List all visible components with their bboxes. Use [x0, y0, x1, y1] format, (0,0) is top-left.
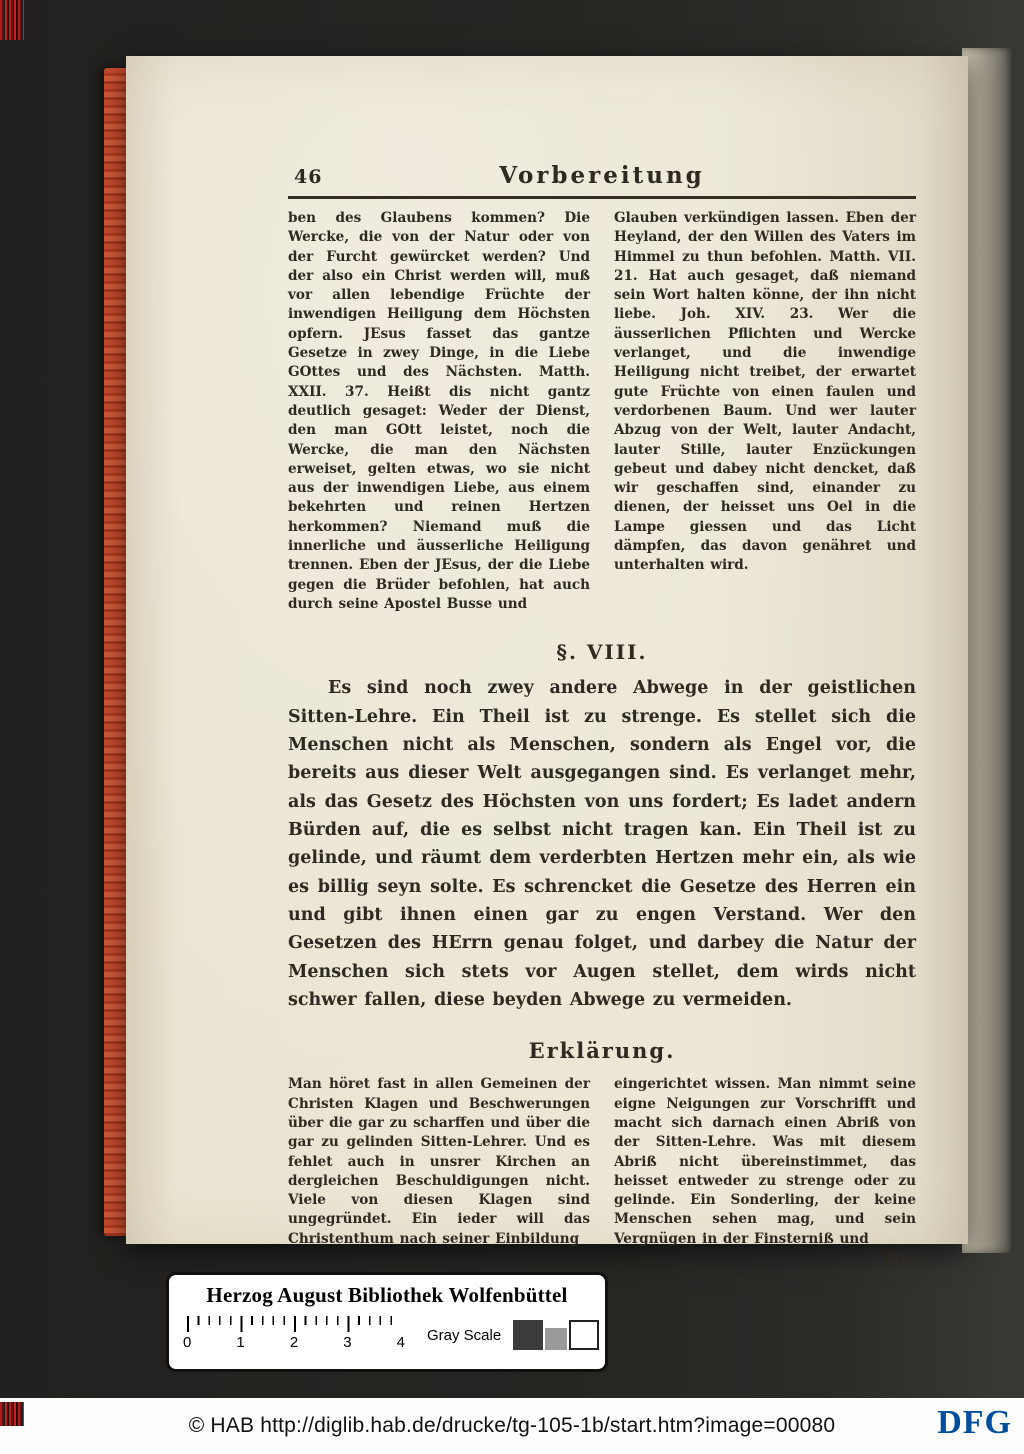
- top-right-column: Glauben verkündigen lassen. Eben der Heyland, der den Willen des Vaters im Himmel zu thun befohlen. Matth. VII. 21. Hat auch gesaget, daß niemand sein Wort halten könne, der ihn nicht liebe. Joh. XIV. 23. Wer die äusserlichen Pflichten und Wercke verlanget, und die inwendige Heiligung nicht treibet, der erwartet gute Früchte von einen faulen und verdorbenen Baum. Und wer lauter Abzug von der Welt, lauter Andacht, lauter Stille, lauter Enzückungen gebeut und dabey nicht dencket, daß wir geschaffen sind, einander zu dienen, der heisset uns Oel in die Lampe giessen und das Licht dämpfen, das davon genähret und unterhalten wird.: [614, 210, 916, 574]
- ruler-numbers: [183, 1334, 405, 1351]
- ruler-number: 1: [236, 1334, 245, 1351]
- top-left-column: ben des Glaubens kommen? Die Wercke, die von der Natur oder von der Furcht gewürcket werden? Und der also ein Christ werden will, muß vor allen lebendige Früchte der inwendigen Heiligung dem Höchsten opfern. JEsus fasset das gantze Gesetze in zwey Dinge, in die Liebe GOttes und des Nächsten. Matth. XXII. 37. Heißt dis nicht gantz deutlich gesaget: Weder der Dienst, den man GOtt leistet, noch die Wercke, die man den Nächsten erweiset, gelten etwas, wo sie nicht aus der inwendigen Liebe, aus einem bekehrten und reinen Hertzen herkommen? Niemand muß die innerliche und äusserliche Heiligung trennen. Eben der JEsus, der die Liebe gegen die Brüder befohlen, hat auch durch seine Apostel Busse und: [288, 210, 590, 612]
- footer-bar: [0, 1398, 1024, 1454]
- registration-mark-bottom: [0, 1402, 24, 1426]
- registration-mark-top: [0, 0, 24, 40]
- top-columns: [288, 209, 916, 614]
- library-name: Herzog August Bibliothek Wolfenbüttel: [206, 1283, 568, 1307]
- bottom-left-column: Man höret fast in allen Gemeinen der Christen Klagen und Beschwerungen über die gar zu scharffen und über die gar zu gelinden Sitten-Lehrer. Und es fehlet auch in unsrer Kirchen an dergleichen Beschuldigungen nicht. Viele von diesen Klagen sind ungegründet. Ein ieder will das Christenthum nach seiner Einbildung: [288, 1076, 590, 1247]
- bottom-right-column-wrap: [614, 1075, 916, 1270]
- header-rule: [288, 196, 916, 199]
- ruler-number: 2: [289, 1334, 299, 1351]
- page-stack-edge: [962, 48, 1014, 1253]
- ruler-number: 3: [343, 1334, 352, 1351]
- text-block: [288, 162, 916, 1270]
- ruler-number: 4: [396, 1334, 405, 1351]
- section-heading: §. VIII.: [556, 640, 648, 665]
- calibration-card: [166, 1272, 608, 1372]
- bottom-right-column: eingerichtet wissen. Man nimmt seine eigne Neigungen zur Vorschrifft und macht sich darnach einen Abriß von der Sitten-Lehre. Was mit diesem Abriß nicht übereinstimmet, das heisset entweder zu strenge oder zu gelinde. Ein Sonderling, der keine Menschen sehen mag, und sein Vergnügen in der Finsterniß und: [614, 1076, 916, 1247]
- gray-scale: [427, 1320, 599, 1350]
- catchword: Ein-: [884, 1252, 916, 1269]
- ruler-ticks: [187, 1316, 401, 1332]
- source-url: © HAB http://diglib.hab.de/drucke/tg-105-1b/start.htm?image=00080: [188, 1414, 836, 1437]
- page-header: [288, 162, 916, 192]
- dfg-logo: DFG: [937, 1404, 1012, 1441]
- calibration-row: [183, 1316, 591, 1351]
- running-title: Vorbereitung: [499, 162, 705, 189]
- section-paragraph: Es sind noch zwey andere Abwege in der geistlichen Sitten-Lehre. Ein Theil ist zu strenge. Es stellet sich die Menschen nicht als Menschen, sondern als Engel vor, die bereits aus dieser Welt ausgegangen sind. Es verlanget mehr, als das Gesetz des Höchsten von uns fordert; Es ladet andern Bürden auf, die es selbst nicht tragen kan. Ein Theil ist zu gelinde, und räumt dem verderbten Hertzen mehr ein, als wie es billig seyn solte. Es schrencket die Gesetze des Herren ein und gibt ihnen einen gar zu engen Verstand. Wer den Gesetzen des HErrn genau folget, und darbey die Natur der Menschen sich stets vor Augen stellet, dem wirds nicht schwer fallen, diese beyden Abwege zu vermeiden.: [288, 678, 916, 1011]
- ruler: [183, 1316, 405, 1351]
- book-fore-edge: [104, 68, 128, 1236]
- gray-patch-mid: [545, 1328, 567, 1350]
- ruler-number: 0: [183, 1334, 192, 1351]
- subsection-heading: Erklärung.: [528, 1038, 676, 1064]
- page-number: 46: [294, 166, 323, 188]
- book-page: [126, 56, 968, 1269]
- gray-patch-light: [569, 1320, 599, 1350]
- bottom-columns: [288, 1075, 916, 1270]
- gray-patch-dark: [513, 1320, 543, 1350]
- gray-scale-label: Gray Scale: [427, 1326, 502, 1344]
